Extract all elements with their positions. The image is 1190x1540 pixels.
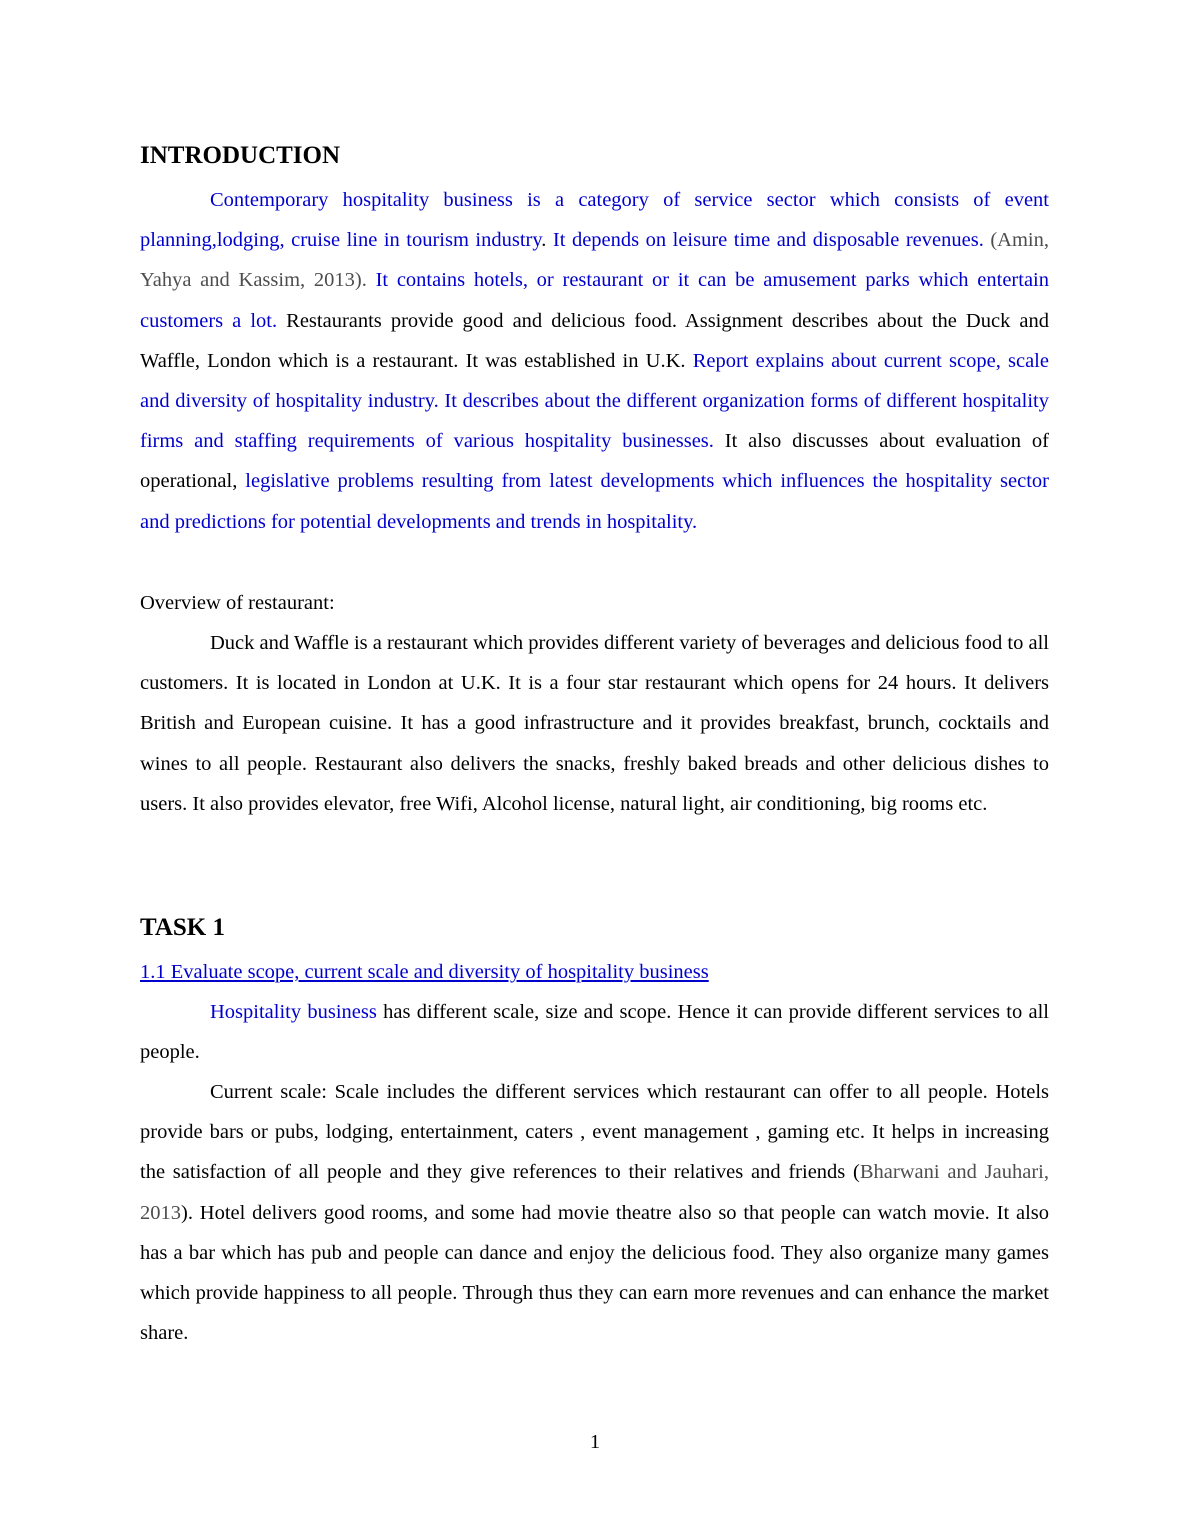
- task1-paragraph-1: [140, 992, 1049, 1072]
- intro-text-run: .: [541, 229, 553, 252]
- overview-paragraph: Duck and Waffle is a restaurant which provides different variety of beverages and delicious food to all customers. It is located in London at U.K. It is a four star restaurant which opens for 24 hours. It delivers British and European cuisine. It has a good infrastructure and it provides breakfast, brunch, cocktails and wines to all people. Restaurant also delivers the snacks, freshly baked breads and other delicious dishes to users. It also provides elevator, free Wifi, Alcohol license, natural light, air conditioning, big rooms etc.: [140, 632, 1049, 815]
- intro-text-run: It depends on leisure time and disposable revenues.: [552, 229, 984, 252]
- intro-text-run: Restaurants provide good and delicious food. Assignment describes about the Duck and Waffle, London which is a restaurant. It was established in U.K.: [140, 309, 1049, 372]
- intro-text-run: legislative problems resulting from latest developments which influences the hospitality sector and predictions for potential developments and trends in hospitality.: [140, 470, 1049, 533]
- intro-text-run: Report explains about current scope, scale and diversity of hospitality industry. It describes about the different organization forms of different hospitality firms and staffing requirements of various hospitality businesses.: [140, 349, 1049, 453]
- citation: Bharwani and Jauhari, 2013: [140, 1161, 1050, 1224]
- task1-paragraph-1-text: has different scale, size and scope. Hence it can provide different services to all people.: [140, 1001, 1049, 1064]
- intro-text-run: Contemporary hospitality business is a category of service sector which consists of event planning,lodging, cruise line in tourism industry: [140, 189, 1049, 252]
- introduction-heading: INTRODUCTION: [140, 142, 341, 169]
- introduction-paragraph-text: [140, 189, 1049, 533]
- hospitality-business-term: Hospitality business: [210, 1001, 377, 1023]
- overview-label: Overview of restaurant:: [140, 592, 335, 614]
- task1-paragraph-2-text-b: ). Hotel delivers good rooms, and some had movie theatre also so that people can watch movie. It also has a bar which has pub and people can dance and enjoy the delicious food. They also organize many games which provide happiness to all people. Through thus they can earn more revenues and can enhance the market share.: [140, 1201, 1049, 1345]
- intro-text-run: (Amin, Yahya and Kassim, 2013).: [140, 229, 1049, 292]
- task1-paragraph-2-text-a: Current scale: Scale includes the different services which restaurant can offer to all people. Hotels provide bars or pubs, lodging, entertainment, caters , event management , gaming etc. It helps in increasing the satisfaction of all people and they give references to their relatives and friends (: [140, 1081, 1049, 1184]
- task1-paragraph-2: [140, 1072, 1049, 1353]
- page-number: 1: [589, 1431, 601, 1453]
- task1-subheading-link[interactable]: 1.1 Evaluate scope, current scale and diversity of hospitality business: [140, 961, 709, 983]
- intro-text-run: It contains hotels, or restaurant or it can be amusement parks which entertain customers a lot.: [140, 269, 1049, 332]
- intro-text-run: It also discusses about evaluation of operational,: [140, 430, 1049, 493]
- task1-heading: TASK 1: [140, 914, 225, 941]
- introduction-paragraph: [140, 180, 1049, 542]
